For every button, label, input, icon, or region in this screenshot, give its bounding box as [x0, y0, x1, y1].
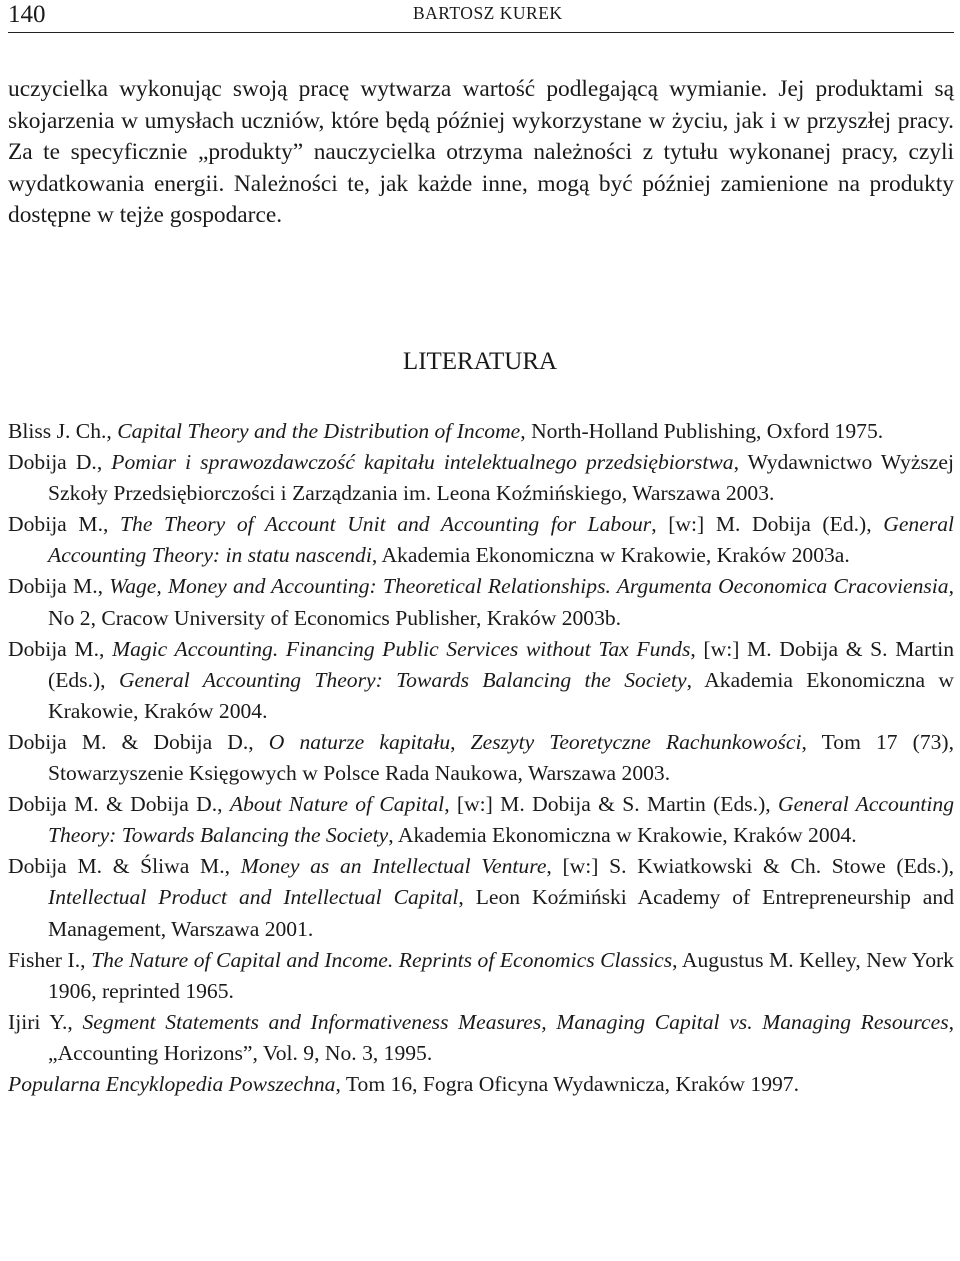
reference-italic-text: General Accounting Theory: Towards Balancing the Society — [118, 667, 687, 692]
reference-entry — [8, 571, 954, 633]
reference-text: Dobija M. & Dobija D., — [8, 729, 269, 754]
reference-italic-text: Capital Theory and the Distribution of Income — [117, 419, 521, 443]
reference-italic-text: Wage, Money and Accounting: Theoretical Relationships. Argumenta Oeconomica Cracoviensia — [109, 574, 949, 599]
reference-entry — [8, 945, 954, 1007]
reference-text: Dobija M., — [8, 574, 110, 599]
reference-text: , [w:] S. Kwiatkowski & Ch. Stowe (Eds.), — [546, 854, 954, 879]
reference-text: , „Accounting Horizons”, Vol. 9, No. 3, 1995. — [48, 1009, 955, 1065]
reference-list — [8, 416, 954, 1100]
reference-text: Ijiri Y., — [8, 1009, 83, 1034]
reference-italic-text: The Theory of Account Unit and Accounting for Labour — [120, 512, 652, 537]
reference-text: Bliss J. Ch., — [8, 419, 118, 443]
reference-text: , Augustus M. Kelley, New York 1906, reprinted 1965. — [48, 947, 954, 1003]
reference-entry — [8, 1069, 954, 1100]
reference-italic-text: Money as an Intellectual Venture — [240, 854, 547, 879]
reference-italic-text: Zeszyty Teoretyczne Rachunkowości — [470, 729, 802, 754]
reference-italic-text: Segment Statements and Informativeness Measures, Managing Capital vs. Managing Resources — [82, 1009, 949, 1034]
running-title: BARTOSZ KUREK — [413, 3, 563, 23]
reference-text: Dobija M. & Śliwa M., — [8, 854, 241, 879]
reference-entry — [8, 509, 954, 571]
reference-text: , [w:] M. Dobija (Ed.), — [651, 512, 884, 537]
reference-entry — [8, 851, 954, 944]
page-number: 140 — [8, 1, 46, 28]
reference-text: Dobija M., — [8, 636, 113, 661]
reference-text: , [w:] M. Dobija & S. Martin (Eds.), — [48, 636, 954, 692]
reference-text: , Wydawnictwo Wyższej Szkoły Przedsiębiorczości i Zarządzania im. Leona Koźmińskiego, Warszawa 2003. — [48, 450, 954, 506]
reference-entry — [8, 727, 954, 789]
body-paragraph: uczycielka wykonując swoją pracę wytwarza wartość podlegającą wymianie. Jej produktami są skojarzenia w umysłach uczniów, które będą później wykorzystane w życiu, jak i w przyszłej pracy. Za te specyficznie „produkty” nauczycielka otrzyma należności z tytułu wykonanej pracy, czyli wydatkowania energii. Należności te, jak każde inne, mogą być później zamienione na produkty dostępne w tejże gospodarce. — [8, 76, 954, 229]
reference-text: , — [450, 729, 471, 754]
reference-italic-text: General Accounting Theory: in statu nascendi — [48, 512, 954, 568]
reference-text: , Leon Koźmiński Academy of Entrepreneurship and Management, Warszawa 2001. — [48, 885, 954, 941]
reference-entry — [8, 634, 954, 727]
reference-italic-text: Magic Accounting. Financing Public Services without Tax Funds — [112, 636, 691, 661]
reference-entry — [8, 789, 954, 851]
reference-text: , Tom 17 (73), Stowarzyszenie Księgowych w Polsce Rada Naukowa, Warszawa 2003. — [48, 729, 955, 786]
reference-italic-text: O naturze kapitału — [268, 729, 451, 754]
reference-text: Dobija M., — [8, 512, 121, 537]
reference-italic-text: Intellectual Product and Intellectual Capital — [48, 885, 459, 910]
reference-text: , Tom 16, Fogra Oficyna Wydawnicza, Kraków 1997. — [335, 1071, 800, 1096]
reference-text: Dobija D., — [8, 450, 112, 475]
reference-text: , Akademia Ekonomiczna w Krakowie, Kraków 2004. — [48, 667, 955, 723]
reference-italic-text: Pomiar i sprawozdawczość kapitału intelektualnego przedsiębiorstwa — [111, 450, 734, 475]
reference-text: Fisher I., — [8, 947, 92, 972]
reference-entry — [8, 416, 954, 447]
section-heading: LITERATURA — [402, 348, 558, 375]
reference-text: , Akademia Ekonomiczna w Krakowie, Kraków 2004. — [388, 823, 857, 848]
reference-text: , No 2, Cracow University of Economics Publisher, Kraków 2003b. — [48, 574, 954, 630]
reference-italic-text: The Nature of Capital and Income. Reprints of Economics Classics — [91, 947, 673, 972]
reference-entry — [8, 447, 954, 509]
reference-text: , North-Holland Publishing, Oxford 1975. — [520, 419, 884, 443]
reference-italic-text: Popularna Encyklopedia Powszechna — [8, 1071, 336, 1096]
reference-text: , Akademia Ekonomiczna w Krakowie, Kraków 2003a. — [371, 543, 850, 568]
reference-text: , [w:] M. Dobija & S. Martin (Eds.), — [444, 792, 778, 817]
reference-italic-text: General Accounting Theory: Towards Balancing the Society — [48, 792, 954, 848]
running-header — [8, 0, 954, 33]
reference-entry — [8, 1007, 954, 1069]
reference-text: Dobija M. & Dobija D., — [8, 792, 230, 817]
reference-italic-text: About Nature of Capital — [229, 792, 445, 817]
